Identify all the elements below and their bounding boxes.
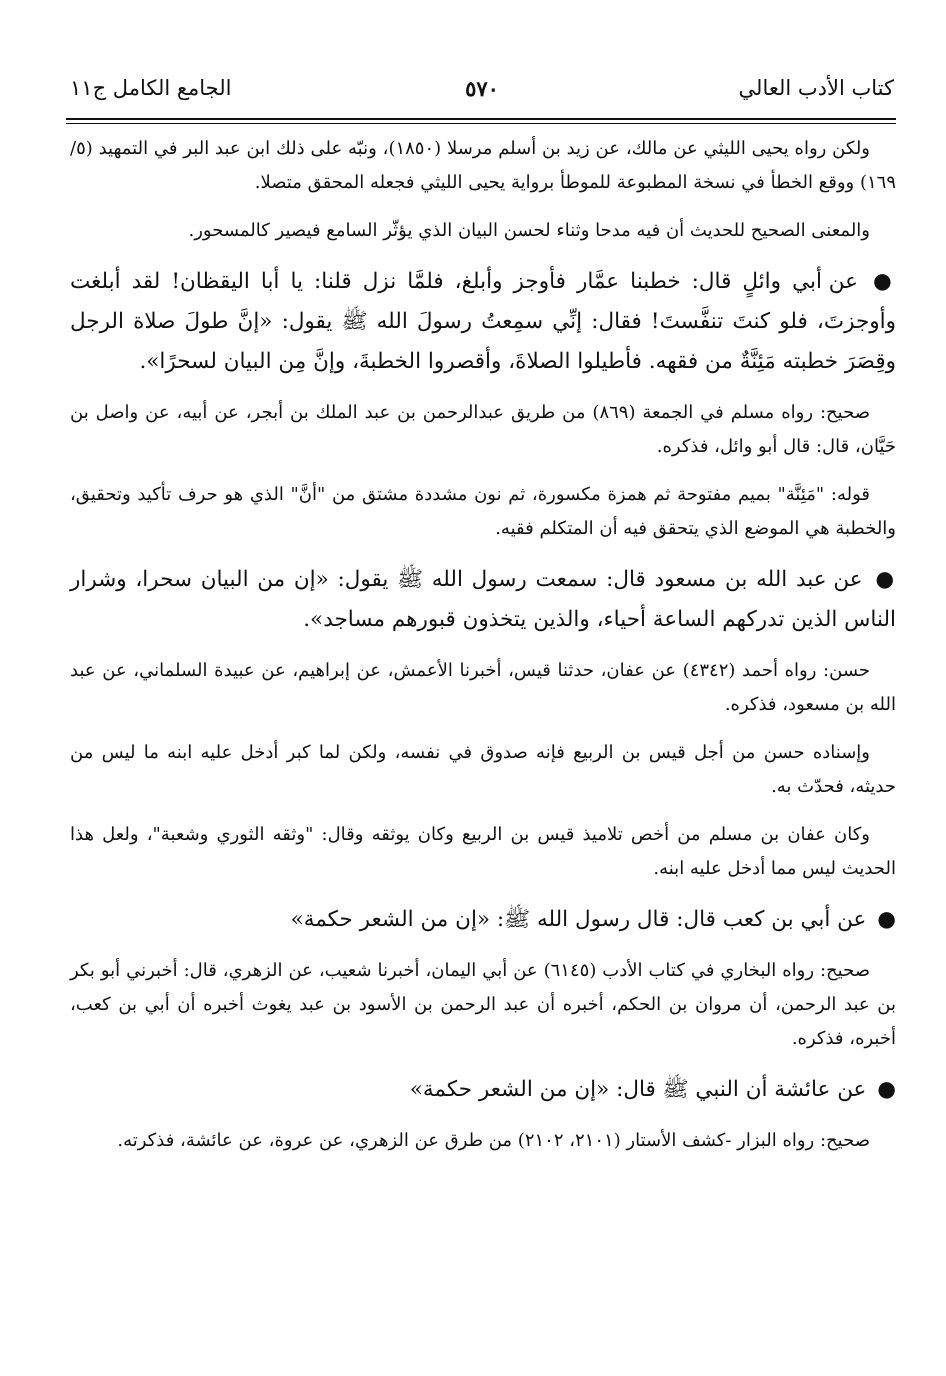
commentary-paragraph (70, 736, 896, 804)
commentary-paragraph (70, 214, 896, 248)
bullet-icon: ● (870, 1077, 896, 1102)
commentary-paragraph (70, 396, 896, 464)
paragraph-text: عن أبي بن كعب قال: قال رسول الله ﷺ: «إن من الشعر حكمة» (290, 907, 867, 932)
paragraph-text: عن عائشة أن النبي ﷺ قال: «إن من الشعر حكمة» (409, 1077, 867, 1102)
paragraph-text: صحيح: رواه مسلم في الجمعة (٨٦٩) من طريق عبدالرحمن بن عبد الملك بن أبجر، عن أبيه، عن واصل بن حَيَّان، قال: قال أبو وائل، فذكره. (70, 402, 896, 457)
bullet-icon: ● (861, 269, 896, 294)
paragraph-text: حسن: رواه أحمد (٤٣٤٢) عن عفان، حدثنا قيس، أخبرنا الأعمش، عن إبراهيم، عن عبيدة السلماني، عن عبد الله بن مسعود، فذكره. (70, 660, 896, 715)
paragraph-text: والمعنى الصحيح للحديث أن فيه مدحا وثناء لحسن البيان الذي يؤثّر السامع فيصير كالمسحور. (188, 220, 870, 241)
volume-label: الجامع الكامل ج١١ (70, 76, 232, 100)
header-rule-thick (66, 118, 896, 120)
paragraph-text: صحيح: رواه البخاري في كتاب الأدب (٦١٤٥) عن أبي اليمان، أخبرنا شعيب، عن الزهري، قال: أخبرني أبو بكر بن عبد الرحمن، أن مروان بن الحكم، أخبره أن عبد الرحمن بن الأسود بن عبد يغوث أخبره أن أبي بن كعب، أخبره، فذكره. (70, 960, 896, 1049)
header-rule-thin (66, 123, 896, 124)
paragraph-text: وكان عفان بن مسلم من أخص تلاميذ قيس بن الربيع وكان يوثقه وقال: "وثقه الثوري وشعبة"، ولعل هذا الحديث ليس مما أدخل عليه ابنه. (70, 824, 896, 879)
page-body (70, 132, 896, 1172)
commentary-paragraph (70, 954, 896, 1056)
paragraph-text: ولكن رواه يحيى الليثي عن مالك، عن زيد بن أسلم مرسلا (١٨٥٠)، ونبّه على ذلك ابن عبد البر في التمهيد (٥/ ١٦٩) ووقع الخطأ في نسخة المطبوعة للموطأ برواية يحيى الليثي فجعله المحقق متصلا. (70, 138, 896, 193)
paragraph-text: قوله: "مَئِنَّة" بميم مفتوحة ثم همزة مكسورة، ثم نون مشددة مشتق من "أنَّ" الذي هو حرف تأكيد وتحقيق، والخطبة هي الموضع الذي يتحقق فيه أن المتكلم فقيه. (70, 484, 896, 539)
commentary-paragraph (70, 132, 896, 200)
paragraph-text: عن أبي وائلٍ قال: خطبنا عمَّار فأوجز وأبلغ، فلمَّا نزل قلنا: يا أبا اليقظان! لقد أبلغت وأوجزتَ، فلو كنتَ تنفَّستَ! فقال: إنِّي سمِعتُ رسولَ الله ﷺ يقول: «إنَّ طولَ صلاة الرجل وقِصَرَ خطبته مَئِنَّةٌ من فقهه. فأطيلوا الصلاةَ، وأقصروا الخطبةَ، وإنَّ مِن البيان لسحرًا». (70, 269, 896, 374)
paragraph-text: عن عبد الله بن مسعود قال: سمعت رسول الله ﷺ يقول: «إن من البيان سحرا، وشرار الناس الذين تدركهم الساعة أحياء، والذين يتخذون قبورهم مساجد». (70, 567, 896, 632)
commentary-paragraph (70, 478, 896, 546)
page-header (70, 68, 894, 112)
paragraph-text: وإسناده حسن من أجل قيس بن الربيع فإنه صدوق في نفسه، ولكن لما كبر أدخل عليه ابنه ما ليس من حديثه، فحدّث به. (70, 742, 896, 797)
commentary-paragraph (70, 654, 896, 722)
bullet-icon: ● (870, 907, 896, 932)
page-number: ٥٧٠ (465, 76, 499, 101)
commentary-paragraph (70, 1124, 896, 1158)
hadith-paragraph (70, 1070, 896, 1110)
hadith-paragraph (70, 262, 896, 382)
paragraph-text: صحيح: رواه البزار -كشف الأستار (٢١٠١، ٢١٠٢) من طرق عن الزهري، عن عروة، عن عائشة، فذكرته. (117, 1130, 870, 1151)
bullet-icon: ● (866, 567, 896, 592)
hadith-paragraph (70, 900, 896, 940)
book-title: كتاب الأدب العالي (738, 76, 894, 100)
commentary-paragraph (70, 818, 896, 886)
hadith-paragraph (70, 560, 896, 640)
